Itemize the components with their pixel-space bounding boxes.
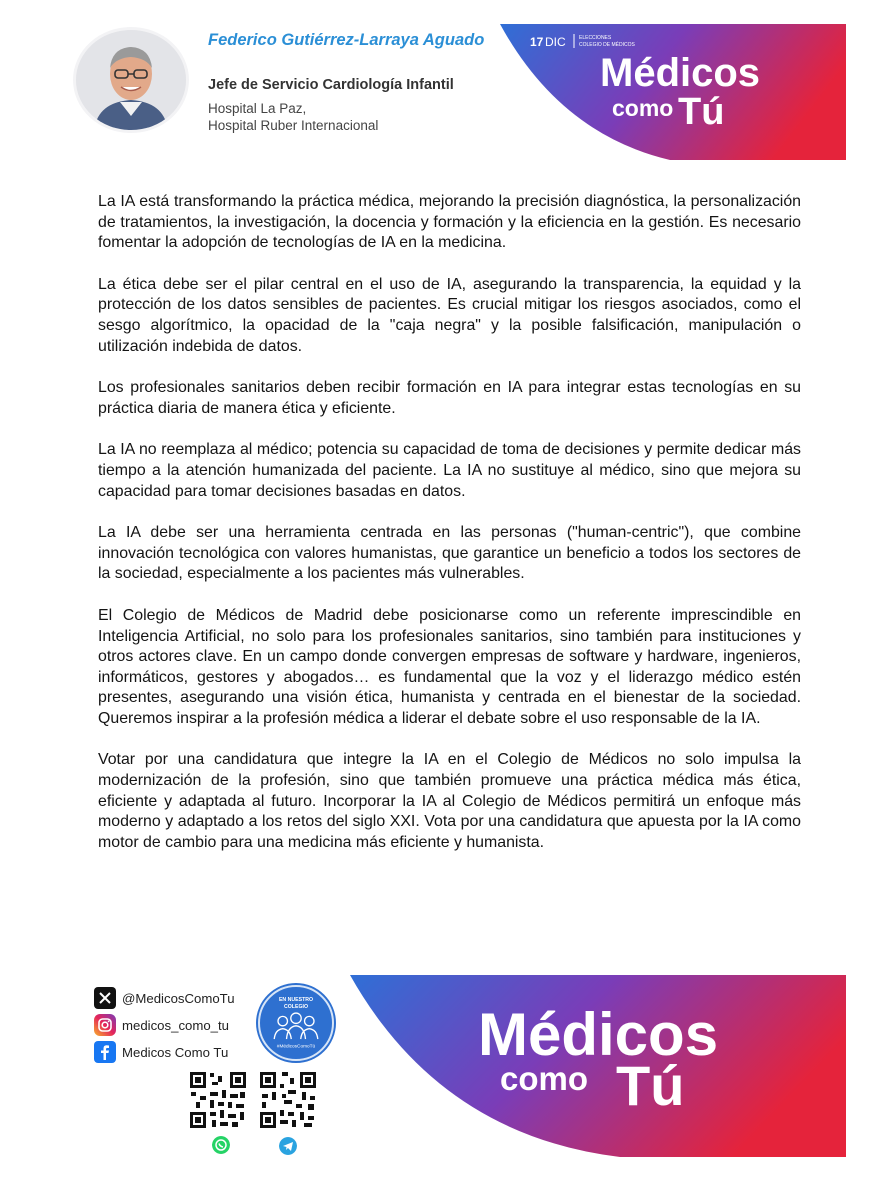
hospital-line: Hospital Ruber Internacional	[208, 118, 379, 133]
telegram-qr-code[interactable]	[258, 1070, 318, 1130]
footer-brand-como: como	[500, 1060, 589, 1097]
footer-brand-line1: Médicos	[478, 1001, 719, 1068]
banner-date-month: DIC	[545, 35, 566, 49]
banner-brand-como: como	[612, 95, 674, 121]
social-x-label: @MedicosComoTu	[122, 990, 235, 1006]
facebook-icon	[94, 1041, 116, 1063]
social-x[interactable]	[94, 986, 235, 1010]
author-hospitals	[208, 100, 498, 134]
badge-line1: EN NUESTRO	[278, 997, 314, 1004]
campaign-banner-top	[500, 24, 846, 160]
x-icon	[94, 987, 116, 1009]
instagram-icon	[94, 1014, 116, 1036]
whatsapp-icon[interactable]	[212, 1136, 230, 1154]
telegram-icon[interactable]	[279, 1137, 297, 1155]
badge-line2: COLEGIO	[284, 1003, 308, 1010]
paragraph: La ética debe ser el pilar central en el uso de IA, asegurando la transparencia, la equidad y la protección de los datos sensibles de pacientes. Es crucial mitigar los riesgos asociados, como el sesgo algorítmico, la opacidad de la "caja negra" y la posible falsificación, manipulación o utilización indebida de datos.	[98, 275, 801, 355]
banner-event-line2: COLEGIO DE MÉDICOS	[579, 42, 635, 48]
social-instagram-label: medicos_como_tu	[122, 1017, 230, 1033]
author-role: Jefe de Servicio Cardiología Infantil	[208, 77, 454, 93]
paragraph: La IA debe ser una herramienta centrada en las personas ("human-centric"), que combine innovación tecnológica con valores humanistas, que garantice un beneficio a todos los sectores de la sociedad, especialmente a los pacientes más vulnerables.	[98, 524, 801, 583]
paragraph: Votar por una candidatura que integre la IA en el Colegio de Médicos no solo impulsa la modernización de la profesión, sino que también promueve una práctica médica más ética, eficiente y adaptada al futuro. Incorporar la IA al Colegio de Médicos permitirá un enfoque más moderno y adaptado a los retos del siglo XXI. Vota por una candidatura que apuesta por la IA como motor de cambio para una medicina más eficiente y humanista.	[98, 751, 801, 851]
article-body	[98, 192, 801, 874]
paragraph: La IA está transformando la práctica médica, mejorando la precisión diagnóstica, la personalización de tratamientos, la investigación, la docencia y formación y la eficiencia en la gestión. Es necesario fomentar la adopción de tecnologías de IA en la medicina.	[98, 193, 801, 252]
campaign-banner-bottom	[350, 975, 846, 1157]
social-instagram[interactable]	[94, 1013, 229, 1037]
banner-date-day: 17	[530, 35, 544, 49]
campaign-badge	[258, 985, 334, 1061]
social-facebook[interactable]	[94, 1040, 228, 1064]
paragraph: La IA no reemplaza al médico; potencia su capacidad de toma de decisiones y permite dedicar más tiempo a la atención humanizada del paciente. La IA no sustituye al médico, sino que mejora su capacidad para tomar decisiones basadas en datos.	[98, 441, 801, 500]
footer-brand-tu: Tú	[616, 1054, 685, 1117]
social-facebook-label: Medicos Como Tu	[122, 1044, 229, 1060]
whatsapp-qr-code[interactable]	[188, 1070, 248, 1130]
badge-hashtag: #MédicosComoTú	[276, 1044, 316, 1050]
banner-brand-tu: Tú	[678, 91, 725, 133]
banner-event-line1: ELECCIONES	[579, 35, 612, 41]
author-name: Federico Gutiérrez-Larraya Aguado	[208, 31, 485, 49]
paragraph: Los profesionales sanitarios deben recibir formación en IA para integrar estas tecnologías en su práctica diaria de manera ética y eficiente.	[98, 379, 801, 417]
banner-brand-line1: Médicos	[600, 51, 761, 95]
paragraph: El Colegio de Médicos de Madrid debe posicionarse como un referente imprescindible en Inteligencia Artificial, no solo para los profesionales sanitarios, sino también para instituciones y otros actores clave. En un campo donde convergen empresas de software y hardware, ingenieros, informáticos, gestores y abogados… es fundamental que la voz y el liderazgo médico estén presentes, asegurando una visión ética, humanista y centrada en el bienestar de la sociedad. Queremos inspirar a la profesión médica a liderar el debate sobre el uso responsable de la IA.	[98, 606, 801, 727]
hospital-line: Hospital La Paz,	[208, 101, 307, 116]
author-photo	[76, 30, 186, 130]
